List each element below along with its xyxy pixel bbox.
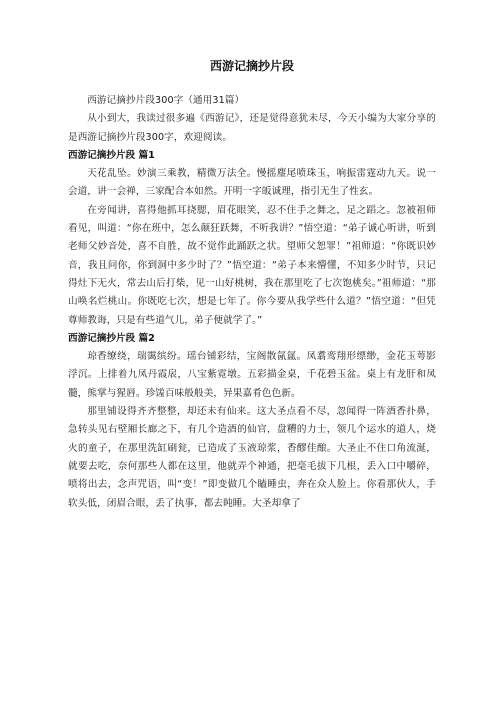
document-page: [68, 58, 436, 513]
section-heading-2: 西游记摘抄片段 篇2: [68, 332, 155, 344]
section-heading-1: 西游记摘抄片段 篇1: [68, 149, 155, 161]
document-title: 西游记摘抄片段: [209, 59, 294, 73]
intro-subtitle: 西游记摘抄片段300字（通用31篇）: [87, 95, 245, 106]
section-2-paragraph-1: 琼香缭绕，瑞霭缤纷。瑶台铺彩结，宝阁散氤氲。凤翥鸾翔形缥缈，金花玉萼影浮沉。上排着九凤丹霞扆，八宝紫霓墩。五彩描金桌，千花碧玉盆。桌上有龙肝和凤髓，熊掌与猩唇。珍馐百味般般美，异果嘉肴色色新。: [68, 351, 436, 399]
section-2-paragraph-2: 那里铺设得齐齐整整，却还未有仙来。这大圣点看不尽，忽闻得一阵酒香扑鼻，急转头见右壁厢长廊之下，有几个造酒的仙官，盘糟的力士，领几个运水的道人，烧火的童子，在那里洗缸刷瓮，已造成了玉液琼浆，香醪佳酿。大圣止不住口角流涎，就要去吃，奈何那些人都在这里，他就弄个神通，把毫毛拔下几根，丢入口中嚼碎，喷将出去，念声咒语，叫“变！”即变做几个瞌睡虫，奔在众人脸上。你看那伙人，手软头低，闭眉合眼，丢了执事，都去盹睡。大圣却拿了: [68, 406, 436, 509]
intro-paragraph: 从小到大，我读过很多遍《西游记》，还是觉得意犹未尽，今天小编为大家分享的是西游记摘抄片段300字，欢迎阅读。: [68, 113, 436, 143]
section-1-paragraph-2: 在旁闻讲，喜得他抓耳挠腮，眉花眼笑，忍不住手之舞之，足之蹈之。忽被祖师看见，叫道：“你在班中，怎么颠狂跃舞，不听我讲？”悟空道：“弟子诚心听讲，听到老师父妙音处，喜不自胜，故不觉作此踊跃之状。望师父恕罪！”祖师道：“你既识妙音，我且问你，你到洞中多少时了？”悟空道：“弟子本来懵懂，不知多少时节，只记得灶下无火，常去山后打柴，见一山好桃树，我在那里吃了七次饱桃矣。”祖师道：“那山唤名烂桃山。你既吃七次，想是七年了。你今要从我学些什么道？”悟空道：“但凭尊师教诲，只是有些道气儿，弟子便就学了。”: [68, 204, 436, 326]
section-1-paragraph-1: 天花乱坠。妙演三乘教，精微万法全。慢摇麈尾喷珠玉，响振雷霆动九天。说一会道，讲一会禅，三家配合本如然。开明一字皈诚理，指引无生了性玄。: [68, 168, 436, 198]
